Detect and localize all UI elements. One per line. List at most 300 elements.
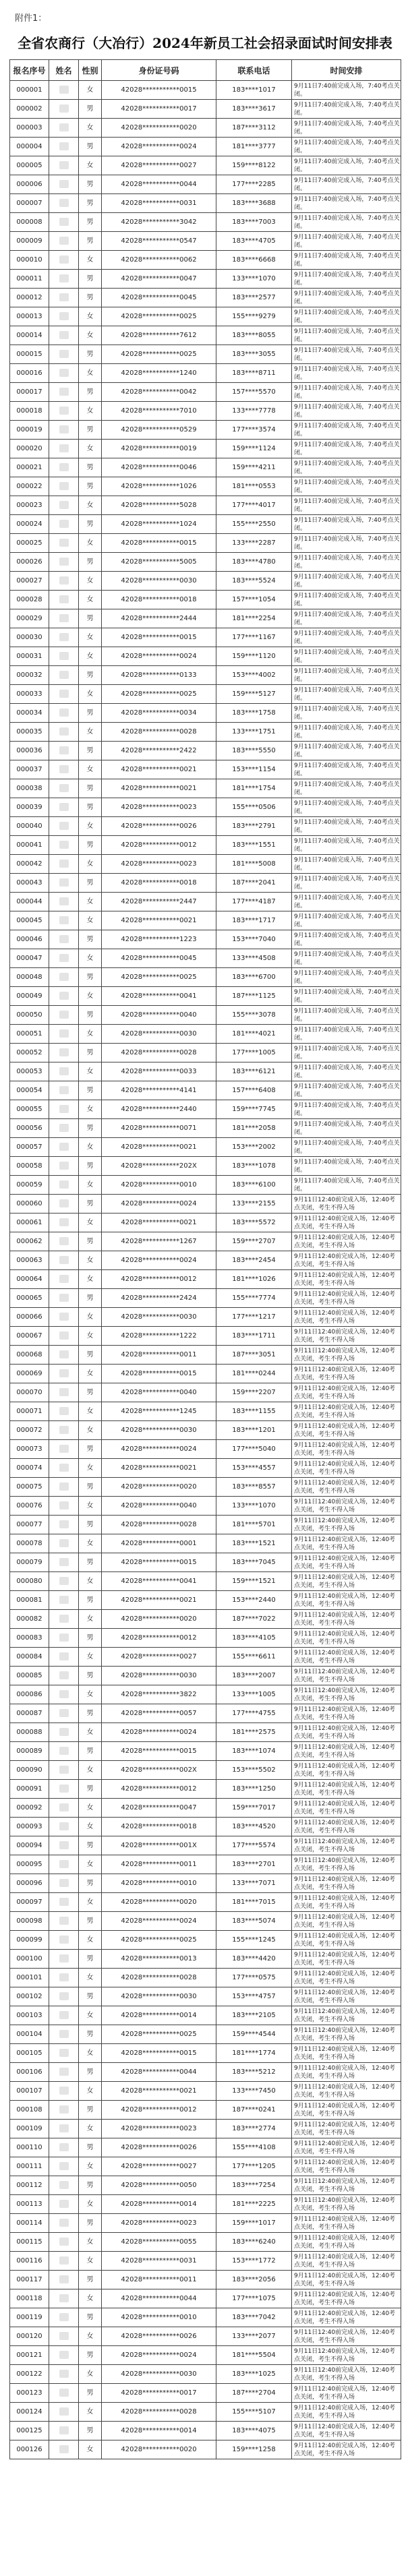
cell-time: 9月11日7:40前完成入场，7:40考点关闭。 <box>292 817 401 836</box>
cell-name <box>49 2025 79 2044</box>
table-row <box>10 534 401 553</box>
cell-phone: 183****2007 <box>216 1667 292 1685</box>
cell-gender: 男 <box>79 1195 102 1214</box>
cell-id-number: 42028***********0010 <box>102 2308 216 2327</box>
cell-name <box>49 138 79 156</box>
cell-id-number: 42028***********0024 <box>102 1251 216 1270</box>
table-row <box>10 628 401 647</box>
redacted-name <box>59 860 69 868</box>
cell-phone: 159****7745 <box>216 1100 292 1119</box>
cell-name <box>49 817 79 836</box>
cell-reg-no: 000100 <box>10 1950 49 1969</box>
cell-gender: 男 <box>79 1157 102 1176</box>
table-row <box>10 1025 401 1044</box>
cell-id-number: 42028***********2424 <box>102 1289 216 1308</box>
cell-name <box>49 1836 79 1855</box>
cell-reg-no: 000122 <box>10 2365 49 2384</box>
cell-phone: 133****2077 <box>216 2327 292 2346</box>
cell-phone: 159****1017 <box>216 2214 292 2233</box>
cell-name <box>49 1421 79 1440</box>
cell-gender: 男 <box>79 1667 102 1685</box>
cell-gender: 女 <box>79 1799 102 1818</box>
cell-time: 9月11日12:40前完成入场，12:40考点关闭，考生不得入场 <box>292 1761 401 1780</box>
cell-time: 9月11日7:40前完成入场，7:40考点关闭。 <box>292 1081 401 1100</box>
cell-id-number: 42028***********0021 <box>102 760 216 779</box>
cell-gender: 男 <box>79 175 102 194</box>
cell-gender: 女 <box>79 2082 102 2101</box>
cell-id-number: 42028***********0044 <box>102 175 216 194</box>
cell-time: 9月11日12:40前完成入场，12:40考点关闭，考生不得入场 <box>292 1685 401 1704</box>
cell-phone: 153****4557 <box>216 1459 292 1478</box>
cell-id-number: 42028***********0041 <box>102 1572 216 1591</box>
table-row <box>10 572 401 591</box>
cell-gender: 男 <box>79 2308 102 2327</box>
table-row <box>10 609 401 628</box>
cell-gender: 男 <box>79 1119 102 1138</box>
cell-phone: 183****4105 <box>216 1629 292 1648</box>
cell-id-number: 42028***********0030 <box>102 1987 216 2006</box>
redacted-name <box>59 2275 69 2283</box>
cell-time: 9月11日12:40前完成入场，12:40考点关闭，考生不得入场 <box>292 1459 401 1478</box>
cell-id-number: 42028***********0019 <box>102 440 216 458</box>
cell-phone: 183****1074 <box>216 1742 292 1761</box>
cell-time: 9月11日12:40前完成入场，12:40考点关闭，考生不得入场 <box>292 1270 401 1289</box>
cell-id-number: 42028***********0028 <box>102 723 216 742</box>
cell-phone: 183****1551 <box>216 836 292 855</box>
cell-name <box>49 1931 79 1950</box>
redacted-name <box>59 2087 69 2095</box>
redacted-name <box>59 2219 69 2227</box>
cell-phone: 177****4187 <box>216 893 292 911</box>
table-row <box>10 874 401 893</box>
redacted-name <box>59 784 69 792</box>
cell-reg-no: 000077 <box>10 1516 49 1534</box>
cell-gender: 男 <box>79 2214 102 2233</box>
cell-gender: 女 <box>79 2327 102 2346</box>
cell-name <box>49 760 79 779</box>
cell-time: 9月11日12:40前完成入场，12:40考点关闭，考生不得入场 <box>292 1478 401 1497</box>
cell-id-number: 42028***********0071 <box>102 1119 216 1138</box>
table-row <box>10 138 401 156</box>
cell-time: 9月11日7:40前完成入场，7:40考点关闭。 <box>292 421 401 440</box>
cell-reg-no: 000031 <box>10 647 49 666</box>
cell-time: 9月11日12:40前完成入场，12:40考点关闭，考生不得入场 <box>292 1667 401 1685</box>
cell-time: 9月11日12:40前完成入场，12:40考点关闭，考生不得入场 <box>292 2271 401 2289</box>
cell-phone: 183****1521 <box>216 1534 292 1553</box>
table-row <box>10 2082 401 2101</box>
cell-time: 9月11日12:40前完成入场，12:40考点关闭，考生不得入场 <box>292 2440 401 2459</box>
cell-name <box>49 1327 79 1346</box>
cell-name <box>49 2327 79 2346</box>
cell-gender: 男 <box>79 213 102 232</box>
cell-name <box>49 1138 79 1157</box>
redacted-name <box>59 841 69 849</box>
cell-name <box>49 232 79 251</box>
cell-reg-no: 000104 <box>10 2025 49 2044</box>
cell-phone: 133****4508 <box>216 949 292 968</box>
cell-phone: 159****4211 <box>216 458 292 477</box>
redacted-name <box>59 1841 69 1849</box>
cell-name <box>49 1610 79 1629</box>
table-row <box>10 949 401 968</box>
cell-reg-no: 000033 <box>10 685 49 704</box>
cell-reg-no: 000049 <box>10 987 49 1006</box>
cell-name <box>49 477 79 496</box>
table-row <box>10 2233 401 2252</box>
cell-gender: 女 <box>79 1459 102 1478</box>
cell-phone: 177****1075 <box>216 2289 292 2308</box>
table-row <box>10 515 401 534</box>
redacted-name <box>59 501 69 509</box>
cell-gender: 男 <box>79 2384 102 2403</box>
redacted-name <box>59 1105 69 1113</box>
cell-gender: 女 <box>79 2403 102 2422</box>
cell-name <box>49 289 79 307</box>
table-row <box>10 893 401 911</box>
cell-reg-no: 000076 <box>10 1497 49 1516</box>
cell-time: 9月11日12:40前完成入场，12:40考点关闭，考生不得入场 <box>292 2384 401 2403</box>
table-row <box>10 1044 401 1062</box>
table-row <box>10 2157 401 2176</box>
cell-gender: 女 <box>79 723 102 742</box>
cell-time: 9月11日7:40前完成入场，7:40考点关闭。 <box>292 798 401 817</box>
cell-reg-no: 000020 <box>10 440 49 458</box>
cell-gender: 男 <box>79 1044 102 1062</box>
cell-name <box>49 1214 79 1232</box>
cell-id-number: 42028***********0133 <box>102 666 216 685</box>
cell-time: 9月11日12:40前完成入场，12:40考点关闭，考生不得入场 <box>292 2403 401 2422</box>
cell-phone: 153****7040 <box>216 930 292 949</box>
cell-phone: 181****0244 <box>216 1365 292 1383</box>
cell-phone: 183****7254 <box>216 2176 292 2195</box>
table-row <box>10 553 401 572</box>
redacted-name <box>59 1482 69 1491</box>
cell-gender: 女 <box>79 987 102 1006</box>
cell-time: 9月11日7:40前完成入场，7:40考点关闭。 <box>292 723 401 742</box>
table-row <box>10 175 401 194</box>
cell-gender: 女 <box>79 1025 102 1044</box>
cell-name <box>49 1648 79 1667</box>
cell-phone: 183****2774 <box>216 2120 292 2138</box>
table-row <box>10 1572 401 1591</box>
cell-name <box>49 798 79 817</box>
table-row <box>10 2346 401 2365</box>
redacted-name <box>59 1690 69 1698</box>
table-row <box>10 987 401 1006</box>
redacted-name <box>59 2389 69 2397</box>
cell-phone: 159****5127 <box>216 685 292 704</box>
cell-name <box>49 1365 79 1383</box>
table-row <box>10 1799 401 1818</box>
redacted-name <box>59 2351 69 2359</box>
cell-id-number: 42028***********0021 <box>102 779 216 798</box>
cell-id-number: 42028***********0024 <box>102 2346 216 2365</box>
cell-time: 9月11日7:40前完成入场，7:40考点关闭。 <box>292 138 401 156</box>
cell-phone: 183****4075 <box>216 2422 292 2440</box>
cell-gender: 女 <box>79 2233 102 2252</box>
cell-gender: 男 <box>79 798 102 817</box>
cell-gender: 男 <box>79 874 102 893</box>
cell-reg-no: 000002 <box>10 100 49 119</box>
redacted-name <box>59 727 69 736</box>
table-row <box>10 1062 401 1081</box>
cell-phone: 177****2285 <box>216 175 292 194</box>
cell-time: 9月11日7:40前完成入场，7:40考点关闭。 <box>292 949 401 968</box>
redacted-name <box>59 1615 69 1623</box>
cell-name <box>49 2289 79 2308</box>
cell-reg-no: 000069 <box>10 1365 49 1383</box>
cell-reg-no: 000091 <box>10 1780 49 1799</box>
cell-time: 9月11日12:40前完成入场，12:40考点关闭，考生不得入场 <box>292 1610 401 1629</box>
redacted-name <box>59 633 69 641</box>
cell-id-number: 42028***********002X <box>102 1761 216 1780</box>
cell-name <box>49 1591 79 1610</box>
cell-phone: 183****5212 <box>216 2063 292 2082</box>
cell-reg-no: 000048 <box>10 968 49 987</box>
redacted-name <box>59 954 69 962</box>
cell-gender: 女 <box>79 2044 102 2063</box>
table-row <box>10 1006 401 1025</box>
cell-time: 9月11日12:40前完成入场，12:40考点关闭，考生不得入场 <box>292 1950 401 1969</box>
cell-gender: 女 <box>79 949 102 968</box>
cell-gender: 女 <box>79 2289 102 2308</box>
cell-time: 9月11日12:40前完成入场，12:40考点关闭，考生不得入场 <box>292 2120 401 2138</box>
cell-time: 9月11日12:40前完成入场，12:40考点关闭，考生不得入场 <box>292 2252 401 2271</box>
cell-name <box>49 213 79 232</box>
cell-id-number: 42028***********0024 <box>102 647 216 666</box>
cell-name <box>49 383 79 402</box>
cell-phone: 183****7003 <box>216 213 292 232</box>
cell-name <box>49 2252 79 2271</box>
cell-name <box>49 2138 79 2157</box>
cell-phone: 177****4755 <box>216 1704 292 1723</box>
cell-gender: 女 <box>79 817 102 836</box>
cell-phone: 183****7045 <box>216 1553 292 1572</box>
cell-gender: 男 <box>79 2063 102 2082</box>
cell-gender: 女 <box>79 1100 102 1119</box>
cell-reg-no: 000112 <box>10 2176 49 2195</box>
cell-id-number: 42028***********0015 <box>102 628 216 647</box>
cell-gender: 女 <box>79 1855 102 1874</box>
cell-reg-no: 000084 <box>10 1648 49 1667</box>
cell-id-number: 42028***********202X <box>102 1157 216 1176</box>
cell-reg-no: 000066 <box>10 1308 49 1327</box>
redacted-name <box>59 1029 69 1038</box>
cell-name <box>49 1874 79 1893</box>
table-row <box>10 723 401 742</box>
cell-phone: 183****8711 <box>216 364 292 383</box>
cell-phone: 183****1155 <box>216 1402 292 1421</box>
table-row <box>10 1591 401 1610</box>
cell-phone: 155****2550 <box>216 515 292 534</box>
cell-id-number: 42028***********0028 <box>102 1969 216 1987</box>
cell-id-number: 42028***********0030 <box>102 1421 216 1440</box>
cell-reg-no: 000106 <box>10 2063 49 2082</box>
cell-id-number: 42028***********0025 <box>102 1931 216 1950</box>
cell-name <box>49 2082 79 2101</box>
cell-time: 9月11日12:40前完成入场，12:40考点关闭，考生不得入场 <box>292 2082 401 2101</box>
table-row <box>10 1893 401 1912</box>
redacted-name <box>59 1785 69 1793</box>
cell-gender: 男 <box>79 2271 102 2289</box>
cell-time: 9月11日7:40前完成入场，7:40考点关闭。 <box>292 1062 401 1081</box>
table-row <box>10 1950 401 1969</box>
redacted-name <box>59 2370 69 2378</box>
table-row <box>10 440 401 458</box>
cell-name <box>49 1176 79 1195</box>
cell-id-number: 42028***********0042 <box>102 383 216 402</box>
cell-reg-no: 000124 <box>10 2403 49 2422</box>
cell-phone: 181****3777 <box>216 138 292 156</box>
cell-name <box>49 949 79 968</box>
cell-name <box>49 2176 79 2195</box>
cell-phone: 155****5107 <box>216 2403 292 2422</box>
cell-id-number: 42028***********0025 <box>102 2025 216 2044</box>
redacted-name <box>59 2332 69 2340</box>
cell-time: 9月11日12:40前完成入场，12:40考点关闭，考生不得入场 <box>292 2346 401 2365</box>
cell-reg-no: 000005 <box>10 156 49 175</box>
cell-id-number: 42028***********0027 <box>102 1648 216 1667</box>
redacted-name <box>59 1067 69 1075</box>
cell-name <box>49 666 79 685</box>
cell-phone: 133****1070 <box>216 1497 292 1516</box>
redacted-name <box>59 2445 69 2453</box>
cell-phone: 133****7071 <box>216 1874 292 1893</box>
cell-time: 9月11日7:40前完成入场，7:40考点关闭。 <box>292 534 401 553</box>
cell-time: 9月11日12:40前完成入场，12:40考点关闭，考生不得入场 <box>292 1327 401 1346</box>
cell-phone: 183****2056 <box>216 2271 292 2289</box>
header-phone: 联系电话 <box>216 60 292 81</box>
cell-name <box>49 874 79 893</box>
redacted-name <box>59 1086 69 1094</box>
cell-gender: 女 <box>79 364 102 383</box>
cell-gender: 男 <box>79 345 102 364</box>
cell-reg-no: 000123 <box>10 2384 49 2403</box>
cell-reg-no: 000058 <box>10 1157 49 1176</box>
cell-reg-no: 000117 <box>10 2271 49 2289</box>
cell-id-number: 42028***********0027 <box>102 156 216 175</box>
cell-id-number: 42028***********7010 <box>102 402 216 421</box>
cell-id-number: 42028***********0012 <box>102 1629 216 1648</box>
table-row <box>10 742 401 760</box>
cell-phone: 155****9279 <box>216 307 292 326</box>
table-row <box>10 100 401 119</box>
cell-reg-no: 000037 <box>10 760 49 779</box>
cell-reg-no: 000030 <box>10 628 49 647</box>
table-body <box>10 81 401 2459</box>
redacted-name <box>59 312 69 320</box>
cell-time: 9月11日7:40前完成入场，7:40考点关闭。 <box>292 1138 401 1157</box>
cell-phone: 183****5572 <box>216 1214 292 1232</box>
cell-reg-no: 000119 <box>10 2308 49 2327</box>
cell-name <box>49 1987 79 2006</box>
cell-reg-no: 000088 <box>10 1723 49 1742</box>
table-row <box>10 1119 401 1138</box>
cell-name <box>49 1006 79 1025</box>
cell-phone: 133****2287 <box>216 534 292 553</box>
cell-name <box>49 1629 79 1648</box>
table-row <box>10 1308 401 1327</box>
redacted-name <box>59 274 69 282</box>
cell-name <box>49 81 79 100</box>
cell-id-number: 42028***********0045 <box>102 949 216 968</box>
cell-name <box>49 1308 79 1327</box>
cell-phone: 177****1005 <box>216 1044 292 1062</box>
redacted-name <box>59 935 69 943</box>
cell-id-number: 42028***********0030 <box>102 1025 216 1044</box>
cell-time: 9月11日7:40前完成入场，7:40考点关闭。 <box>292 836 401 855</box>
cell-name <box>49 572 79 591</box>
cell-phone: 177****1167 <box>216 628 292 647</box>
cell-time: 9月11日12:40前完成入场，12:40考点关闭，考生不得入场 <box>292 1591 401 1610</box>
cell-time: 9月11日12:40前完成入场，12:40考点关闭，考生不得入场 <box>292 1534 401 1553</box>
table-row <box>10 326 401 345</box>
cell-reg-no: 000060 <box>10 1195 49 1214</box>
cell-gender: 女 <box>79 855 102 874</box>
cell-gender: 男 <box>79 2138 102 2157</box>
cell-time: 9月11日7:40前完成入场，7:40考点关闭。 <box>292 1100 401 1119</box>
cell-name <box>49 1402 79 1421</box>
cell-phone: 177****1217 <box>216 1308 292 1327</box>
header-time: 时间安排 <box>292 60 401 81</box>
cell-id-number: 42028***********0033 <box>102 1062 216 1081</box>
cell-phone: 183****7042 <box>216 2308 292 2327</box>
cell-gender: 男 <box>79 1742 102 1761</box>
page-title: 全省农商行（大冶行）2024年新员工社会招录面试时间安排表 <box>18 35 392 51</box>
cell-gender: 男 <box>79 2422 102 2440</box>
table-row <box>10 1836 401 1855</box>
cell-gender: 女 <box>79 2006 102 2025</box>
table-row <box>10 2101 401 2120</box>
cell-name <box>49 2044 79 2063</box>
cell-gender: 男 <box>79 383 102 402</box>
cell-phone: 133****7778 <box>216 402 292 421</box>
table-row <box>10 1081 401 1100</box>
cell-reg-no: 000001 <box>10 81 49 100</box>
cell-time: 9月11日12:40前完成入场，12:40考点关闭，考生不得入场 <box>292 2233 401 2252</box>
cell-time: 9月11日12:40前完成入场，12:40考点关闭，考生不得入场 <box>292 1723 401 1742</box>
cell-id-number: 42028***********0024 <box>102 138 216 156</box>
cell-gender: 女 <box>79 1931 102 1950</box>
cell-name <box>49 1270 79 1289</box>
cell-phone: 187****2041 <box>216 874 292 893</box>
cell-phone: 183****2701 <box>216 1855 292 1874</box>
redacted-name <box>59 1388 69 1396</box>
cell-phone: 181****2254 <box>216 609 292 628</box>
cell-time: 9月11日7:40前完成入场，7:40考点关闭。 <box>292 779 401 798</box>
cell-phone: 183****4705 <box>216 232 292 251</box>
cell-id-number: 42028***********0012 <box>102 1780 216 1799</box>
cell-name <box>49 458 79 477</box>
cell-reg-no: 000085 <box>10 1667 49 1685</box>
cell-time: 9月11日12:40前完成入场，12:40考点关闭，考生不得入场 <box>292 1629 401 1648</box>
cell-reg-no: 000089 <box>10 1742 49 1761</box>
cell-gender: 男 <box>79 1516 102 1534</box>
table-row <box>10 1100 401 1119</box>
redacted-name <box>59 1180 69 1189</box>
cell-id-number: 42028***********0021 <box>102 1459 216 1478</box>
table-header-row <box>10 60 401 81</box>
table-row <box>10 1440 401 1459</box>
table-row <box>10 2384 401 2403</box>
redacted-name <box>59 180 69 188</box>
table-row <box>10 2120 401 2138</box>
table-row <box>10 496 401 515</box>
cell-name <box>49 591 79 609</box>
cell-reg-no: 000067 <box>10 1327 49 1346</box>
redacted-name <box>59 595 69 603</box>
cell-name <box>49 175 79 194</box>
